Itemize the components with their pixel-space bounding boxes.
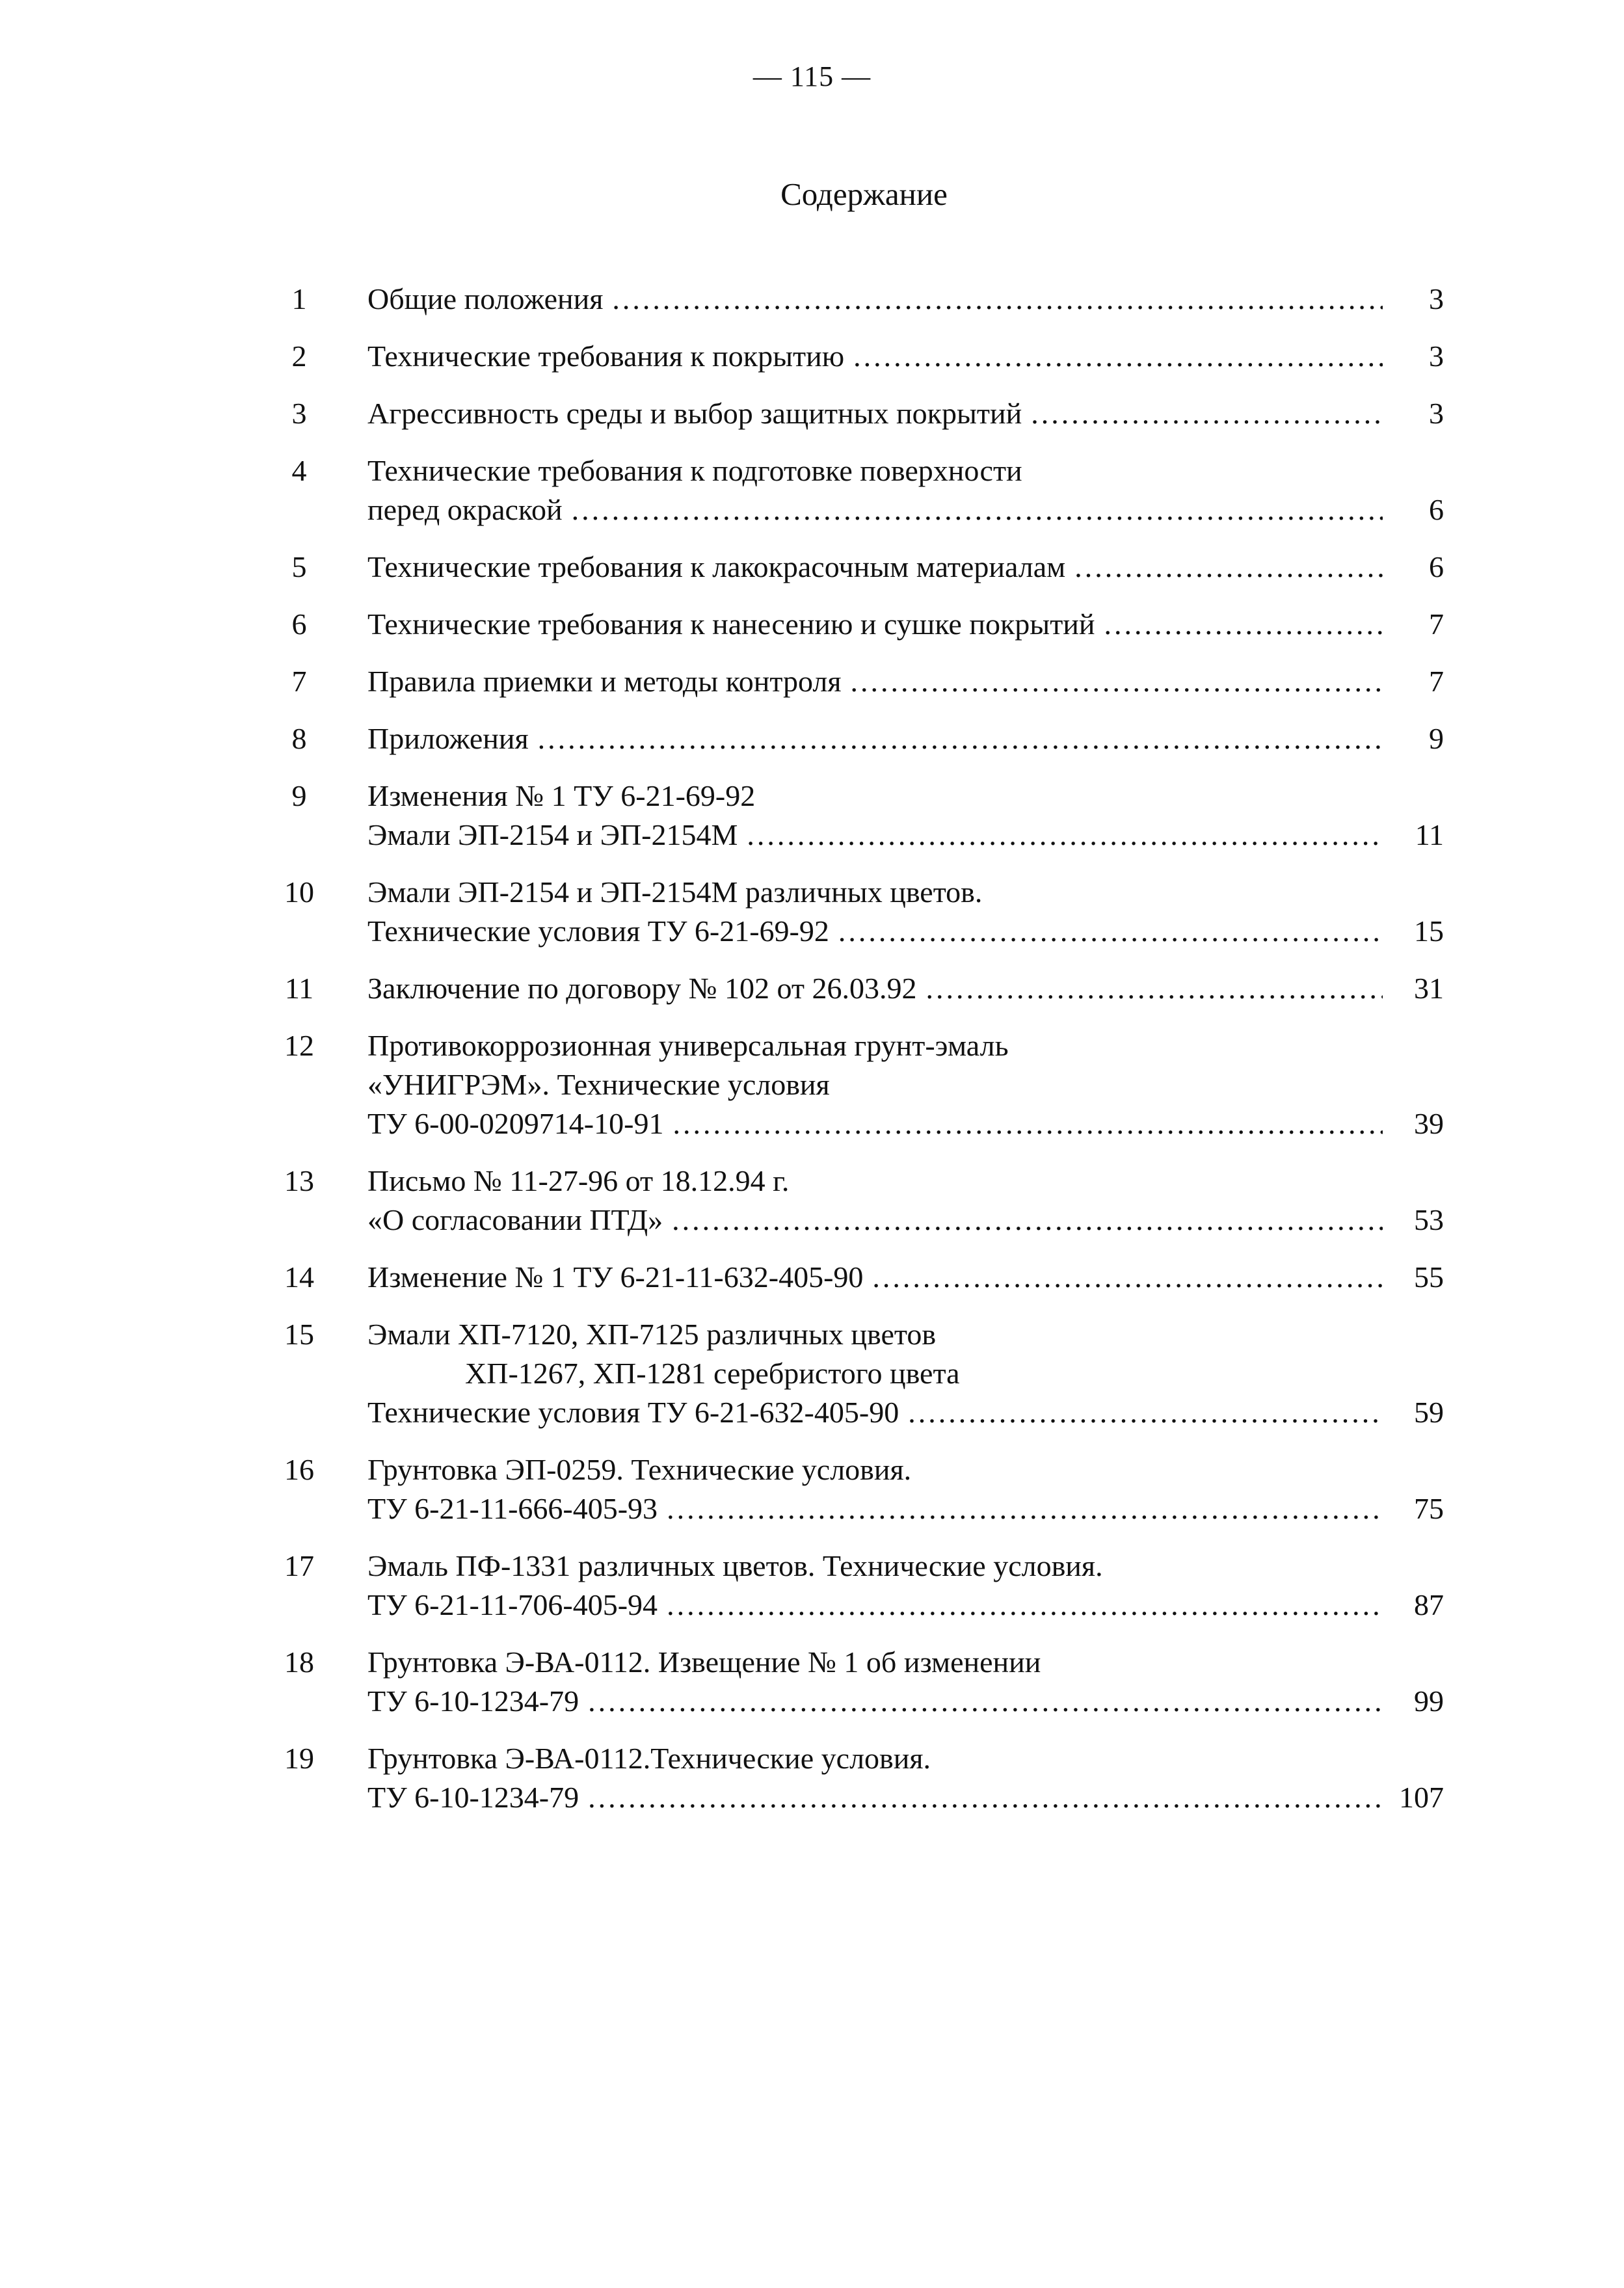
toc-entry[interactable] — [273, 1547, 1444, 1625]
toc-entry-line: Эмали ЭП-2154 и ЭП-2154М различных цветов. — [367, 875, 983, 909]
toc-entry-page: 7 — [1429, 665, 1444, 698]
toc-entry-page: 39 — [1414, 1107, 1444, 1140]
toc-entry-number: 15 — [284, 1318, 314, 1351]
toc-entry-page: 3 — [1429, 282, 1444, 315]
toc-entry[interactable] — [273, 1162, 1444, 1240]
toc-entry[interactable] — [273, 1258, 1444, 1297]
toc-entry[interactable] — [273, 719, 1444, 758]
page-title: Содержание — [780, 176, 948, 212]
toc-entry-page: 3 — [1429, 339, 1444, 373]
toc-entry-page: 9 — [1429, 722, 1444, 755]
page-number: — 115 — — [752, 60, 872, 92]
toc-entry[interactable] — [273, 662, 1444, 701]
toc-entry-page: 15 — [1414, 914, 1444, 948]
toc-entry[interactable] — [273, 1026, 1444, 1143]
toc-entry-line: Агрессивность среды и выбор защитных покрытий ..... — [367, 394, 1385, 433]
toc-entry[interactable] — [273, 337, 1444, 376]
toc-entry[interactable] — [273, 1643, 1444, 1721]
toc-entry-page: 107 — [1399, 1781, 1444, 1814]
toc-entry-line: Технические условия ТУ 6-21-632-405-90 ..... — [367, 1393, 1385, 1432]
toc-entry-number: 5 — [291, 550, 307, 583]
toc-entry-number: 19 — [284, 1742, 314, 1775]
toc-entry-number: 1 — [291, 282, 307, 315]
toc-entry-line: Грунтовка ЭП-0259. Технические условия. — [367, 1453, 912, 1486]
toc-entry-line: Приложения ..... — [367, 719, 1385, 758]
toc-entry[interactable] — [273, 873, 1444, 951]
toc-entry-line: Грунтовка Э-ВА-0112. Извещение № 1 об изменении — [367, 1645, 1041, 1679]
toc-entry[interactable] — [273, 1315, 1444, 1432]
toc-entry-line: Технические требования к подготовке поверхности — [367, 454, 1022, 487]
toc-entry-number: 10 — [284, 875, 314, 909]
toc-entry-line: Эмали ЭП-2154 и ЭП-2154М ..... — [367, 816, 1385, 855]
toc-entry-number: 11 — [284, 972, 314, 1005]
toc-entry[interactable] — [273, 451, 1444, 529]
toc-entry-page: 59 — [1414, 1396, 1444, 1429]
toc-entry-number: 3 — [291, 397, 307, 430]
toc-entry-line: «О согласовании ПТД» ..... — [367, 1201, 1385, 1240]
toc-entry-line: Технические требования к нанесению и сушке покрытий ..... — [367, 605, 1385, 644]
table-of-contents — [273, 280, 1444, 1817]
toc-entry-line: Общие положения ..... — [367, 280, 1385, 319]
toc-entry-line: ТУ 6-10-1234-79 ..... — [367, 1778, 1385, 1817]
toc-entry-line: Противокоррозионная универсальная грунт-эмаль — [367, 1029, 1009, 1062]
toc-entry-line: ТУ 6-21-11-706-405-94 ..... — [367, 1586, 1385, 1625]
toc-entry-line: Грунтовка Э-ВА-0112.Технические условия. — [367, 1742, 931, 1775]
toc-entry-line: ТУ 6-10-1234-79 ..... — [367, 1682, 1385, 1721]
toc-entry-page: 6 — [1429, 550, 1444, 583]
toc-entry-line: Письмо № 11-27-96 от 18.12.94 г. — [367, 1164, 790, 1197]
toc-entry[interactable] — [273, 394, 1444, 433]
toc-entry-number: 9 — [291, 779, 307, 812]
toc-entry[interactable] — [273, 605, 1444, 644]
toc-entry-line: ТУ 6-00-0209714-10-91 ..... — [367, 1104, 1385, 1143]
toc-entry-line: Заключение по договору № 102 от 26.03.92 ..... — [367, 969, 1385, 1008]
toc-entry-number: 7 — [291, 665, 307, 698]
toc-entry-line: Технические требования к покрытию ..... — [367, 337, 1385, 376]
toc-entry-line: Технические требования к лакокрасочным материалам ..... — [367, 548, 1385, 587]
toc-entry[interactable] — [273, 777, 1444, 855]
toc-entry[interactable] — [273, 280, 1444, 319]
toc-entry[interactable] — [273, 1450, 1444, 1528]
toc-entry-line: Технические условия ТУ 6-21-69-92 ..... — [367, 912, 1385, 951]
toc-entry-number: 4 — [291, 454, 307, 487]
toc-entry-line: Эмаль ПФ-1331 различных цветов. Технические условия. — [367, 1549, 1103, 1582]
toc-entry-page: 75 — [1414, 1492, 1444, 1525]
toc-entry-page: 31 — [1414, 972, 1444, 1005]
toc-entry-line: Изменения № 1 ТУ 6-21-69-92 — [367, 779, 756, 812]
toc-entry-line: Правила приемки и методы контроля ..... — [367, 662, 1385, 701]
toc-entry-page: 11 — [1415, 818, 1444, 851]
toc-entry-page: 6 — [1429, 493, 1444, 526]
toc-entry-number: 13 — [284, 1164, 314, 1197]
toc-entry-number: 2 — [291, 339, 307, 373]
toc-entry-page: 53 — [1414, 1203, 1444, 1236]
toc-entry-line: Эмали ХП-7120, ХП-7125 различных цветов — [367, 1318, 937, 1351]
toc-entry-page: 55 — [1414, 1260, 1444, 1294]
toc-entry-page: 87 — [1414, 1588, 1444, 1621]
toc-entry-page: 3 — [1429, 397, 1444, 430]
toc-entry-number: 6 — [291, 607, 307, 641]
toc-entry[interactable] — [273, 1739, 1444, 1817]
toc-entry-line: ХП-1267, ХП-1281 серебристого цвета — [465, 1357, 960, 1390]
toc-entry-line: перед окраской ..... — [367, 490, 1385, 529]
toc-entry-number: 8 — [291, 722, 307, 755]
toc-entry-line: ТУ 6-21-11-666-405-93 ..... — [367, 1489, 1385, 1528]
toc-entry[interactable] — [273, 969, 1444, 1008]
toc-entry-number: 18 — [284, 1645, 314, 1679]
toc-entry-number: 14 — [284, 1260, 314, 1294]
toc-entry-page: 7 — [1429, 607, 1444, 641]
toc-entry-page: 99 — [1414, 1684, 1444, 1718]
toc-entry-line: «УНИГРЭМ». Технические условия — [367, 1068, 830, 1101]
toc-entry-line: Изменение № 1 ТУ 6-21-11-632-405-90 ..... — [367, 1258, 1385, 1297]
toc-entry-number: 17 — [284, 1549, 314, 1582]
toc-entry[interactable] — [273, 548, 1444, 587]
toc-entry-number: 16 — [284, 1453, 314, 1486]
toc-entry-number: 12 — [284, 1029, 314, 1062]
